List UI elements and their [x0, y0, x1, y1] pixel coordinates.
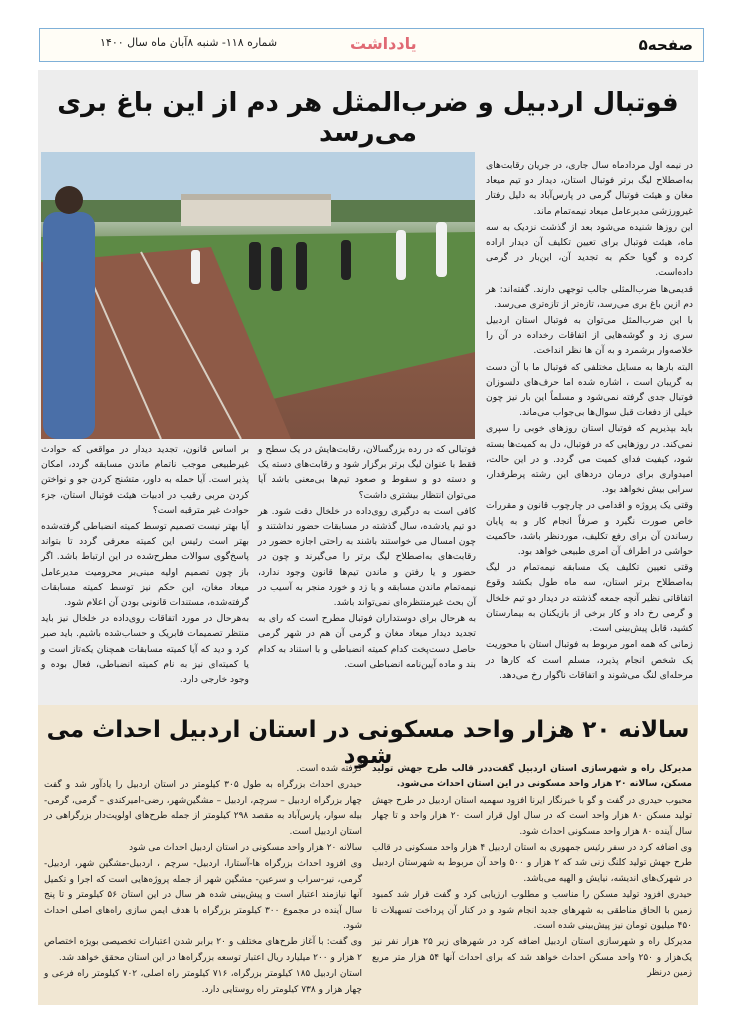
paragraph: سالانه ۲۰ هزار واحد مسکونی در استان اردبیل احداث می شود: [129, 843, 362, 854]
page-number: صفحه۵: [638, 36, 693, 54]
section-title: یادداشت: [350, 34, 417, 53]
football-scene-illustration: [41, 152, 475, 439]
article-football-col-right: [486, 158, 693, 684]
paragraph: وی گفت: با آغاز طرح‌های مختلف و ۲۰ برابر شدن اعتبارات تخصیصی بویژه اختصاص ۲ هزار و ۲۰۰ میلیارد ریال اعتبار توسعه بزرگراه‌ها در این استان محقق خواهد شد.: [44, 937, 362, 963]
paragraph: البته بارها به مسایل مختلفی که فوتبال ما با آن دست به گریبان است ، اشاره شده اما حرف‌های دلسوزان فوتبال جدی گرفته نمی‌شود و مسلماً این بار نیز چون خیلی از دفعات قبل سوال‌ها بی‌جواب می‌ماند.: [486, 361, 693, 419]
paragraph: آیا بهتر نیست تصمیم توسط کمیته انضباطی گرفته‌شده بهتر است رئیس این کمیته معرفی گردد تا بتواند پاسخ‌گوی سوالات مطرح‌شده در این ارتباط باشد. اگر باز چون تصمیم اولیه مبنی‌بر محرومیت مدیرعامل میعاد مغان، این حکم نیز توسط کمیته مسابقات گرفته‌شده، مستندات قانونی بودن آن اعلام شود.: [41, 521, 249, 609]
paragraph: این روزها شنیده می‌شود بعد از گذشت نزدیک به سه ماه، هیئت فوتبال برای تعیین تکلیف آن دیدار اراده کرده و گویا حکم به تجدید آن، این‌بار در گرمی داده‌است.: [486, 221, 693, 279]
article-football-col-middle: [258, 442, 476, 673]
paragraph: باید بپذیریم که فوتبال استان روزهای خوبی را سپری نمی‌کند. در روزهایی که در فوتبال، دل به کمیت‌ها بسته شود، کیفیت فدای کمیت می گردد. و در این حالت، امیدواری برای درمان دردهای این رشته پرطرفدار، سرابی بیش نخواهد بود.: [486, 423, 693, 496]
article-football-photo: [41, 152, 475, 439]
page-header: [39, 28, 704, 62]
paragraph: به هرحال برای دوستداران فوتبال مطرح است که رای به تجدید دیدار میعاد مغان و گرمی آن هم در شهر گرمی حاصل دست‌پخت کدام کمیته انضباطی و با استناد به کدام بند و ماده آیین‌نامه انضباطی است.: [258, 613, 476, 670]
paragraph: با این ضرب‌المثل می‌توان به فوتبال استان اردبیل سری زد و گوشه‌هایی از اتفاقات رخداده در آن را خلاصه‌وار برشمرد و به آن ها نظر انداخت.: [486, 315, 693, 357]
article-housing-col-left: [44, 762, 362, 999]
paragraph: وی افزود احداث بزرگراه ها-آستارا، اردبیل- سرچم ، اردبیل-مشگین شهر، اردبیل-گرمی، نیر-سراب و سرعین- مشگین شهر از جمله پروژه‌هایی است که اجرا و تکمیل آنها نیازمند اعتبار است و پیش‌بینی شده هر سال در این استان ۵۶ کیلومتر و تا پنج سال آینده در مجموع ۳۰۰ کیلومتر بزرگراه با هدف ایمن سازی راه‌های اصلی احداث شود.: [44, 859, 362, 932]
paragraph: مدیرکل راه و شهرسازی استان اردبیل اضافه کرد در شهرهای زیر ۲۵ هزار نفر نیز یک‌هزار و ۲۵۰ واحد مسکن احداث خواهد شد که برای احداث آنها ۵۴ هزار متر مربع زمین درنظر: [372, 937, 693, 979]
paragraph: گرفته شده است.: [296, 764, 362, 774]
article-housing-col-right: [372, 762, 692, 983]
lead-paragraph: مدیرکل راه و شهرسازی استان اردبیل گفت‌ددر قالب طرح جهش تولید مسکن، سالانه ۲۰ هزار واحد مسکونی در این استان احداث می‌شود.: [372, 764, 692, 790]
paragraph: زمانی که همه امور مربوط به فوتبال استان با محوریت یک شخص انجام پذیرد، مسلم است که کارها در مرحله‌ای لنگ می‌شوند و اتفاقات ناگوار رخ می‌دهد.: [486, 639, 693, 681]
paragraph: استان اردبیل ۱۸۵ کیلومتر بزرگراه، ۷۱۶ کیلومتر راه اصلی، ۷۰۲ کیلومتر راه فرعی و چهار هزار و ۷۳۸ کیلومتر راه روستایی دارد.: [44, 969, 362, 995]
paragraph: وی اضافه کرد در سفر رئیس جمهوری به استان اردبیل ۴ هزار واحد مسکونی در قالب طرح جهش تولید کلنگ زنی شد که ۲ هزار و ۵۰۰ واحد آن مربوط به شهرستان اردبیل در شهرک‌های اندیشه، نیایش و الهیه می‌باشد.: [372, 843, 693, 884]
paragraph: بر اساس قانون، تجدید دیدار در مواقعی که حوادث غیرطبیعی موجب ناتمام ماندن مسابقه گردد، امکان پذیر است. آیا حمله به داور، متشنج کردن جو و نواختن کردن مربی رقیب در ادبیات هیئت فوتبال استان، جزء حوادث غیر مترقبه است؟: [41, 444, 249, 516]
paragraph: در نیمه اول مردادماه سال جاری، در جریان رقابت‌های به‌اصطلاح لیگ برتر فوتبال استان، دیدار دو تیم میعاد مغان و هیئت فوتبال گرمی در پارس‌آباد به دلیل رفتار غیرورزشی مدیرعامل میعاد نیمه‌تمام ماند.: [486, 160, 693, 217]
article-housing-title: سالانه ۲۰ هزار واحد مسکونی در استان اردبیل احداث می شود: [46, 717, 690, 769]
paragraph: فوتبالی که در رده بزرگسالان، رقابت‌هایش در یک سطح و فقط با عنوان لیگ برتر برگزار شود و رقابت‌های دسته یک و دسته دو و سقوط و صعود تیم‌ها بی‌معنی باشد آیا می‌توان انتظار بیشتری داشت؟: [258, 444, 476, 501]
issue-info: شماره ۱۱۸- شنبه ۸آبان ماه سال ۱۴۰۰: [100, 36, 278, 49]
paragraph: حیدری افزود تولید مسکن را مناسب و مطلوب ارزیابی کرد و گفت قرار شد کمبود زمین با الحاق مناطقی به شهرهای جدید انجام شود و در کنار آن پرداخت تسهیلات تا ۴۵۰ میلیون تومان نیز پیش‌بینی شده است.: [372, 890, 692, 932]
article-football-col-left: [41, 442, 249, 688]
paragraph: وقتی یک پروژه و اقدامی در چارچوب قانون و مقررات خاص صورت نگیرد و صرفاً انجام کار و به پایان رساندن آن برای رفع تکلیف، موردنظر باشد، حاکمیت حواشی در اطراف آن امری طبیعی خواهد بود.: [486, 500, 693, 558]
paragraph: وقتی تعیین تکلیف یک مسابقه نیمه‌تمام در لیگ به‌اصطلاح برتر استان، سه ماه طول بکشد وقوع اتفاقاتی نظیر آنچه جمعه گذشته در دیدار دو تیم خلخال و گرمی رخ داد و کار برخی از بازیکنان به بیمارستان کشید، قابل پیش‌بینی است.: [486, 562, 693, 635]
article-football-title: فوتبال اردبیل و ضرب‌المثل هر دم از این باغ بری می‌رسد: [57, 88, 679, 148]
paragraph: محبوب حیدری در گفت و گو با خبرنگار ایرنا افزود سهمیه استان اردبیل در طرح جهش تولید مسکن ۸۰ هزار واحد است که در سال اول قرار است ۲۰ هزار واحد و تا چهار سال آینده ۸۰ هزار واحد مسکونی احداث شود.: [372, 795, 693, 837]
paragraph: به‌هرحال در مورد اتفاقات روی‌داده در خلخال نیز باید منتظر تصمیمات فابریک و حساب‌شده باشیم. باید صبر کرد و دید که آیا کمیته مسابقات همچنان یکه‌تاز است و یا کمیته‌ای نیز به نام کمیته انضباطی، فعال بوده و وجود خارجی دارد.: [41, 613, 249, 686]
paragraph: کافی است به درگیری روی‌داده در خلخال دقت شود. هر دو تیم یادشده، سال گذشته در مسابقات حضور نداشتند و چون امسال می خواستند باشند به راحتی اجازه حضور در رقابت‌های به‌اصطلاح لیگ برتر را می‌گیرند و چون در حضور و یا رفتن و ماندن تیم‌ها قانون وجود ندارد، نیمه‌تمام ماندن مسابقه و یا زد و خورد منجر به آسیب در آن بحث غیرمنتظره‌ای نمی‌تواند باشد.: [258, 505, 476, 609]
paragraph: قدیمی‌ها ضرب‌المثلی جالب توجهی دارند. گفته‌اند: هر دم ازین باغ بری می‌رسد، تازه‌تر از تازه‌تری می‌رسد.: [486, 283, 693, 310]
paragraph: حیدری احداث بزرگراه به طول ۳۰۵ کیلومتر در استان اردبیل را یادآور شد و گفت چهار بزرگراه اردبیل – سرچم، اردبیل – مشگین‌شهر، رضی-امیرکندی – گرمی، گرمی-بیله سوار، پارس‌آباد به مقصد ۲۹۸ کیلومتر از جمله طرح‌های اولویت‌دار بزرگراهی در استان اردبیل است.: [44, 780, 362, 837]
